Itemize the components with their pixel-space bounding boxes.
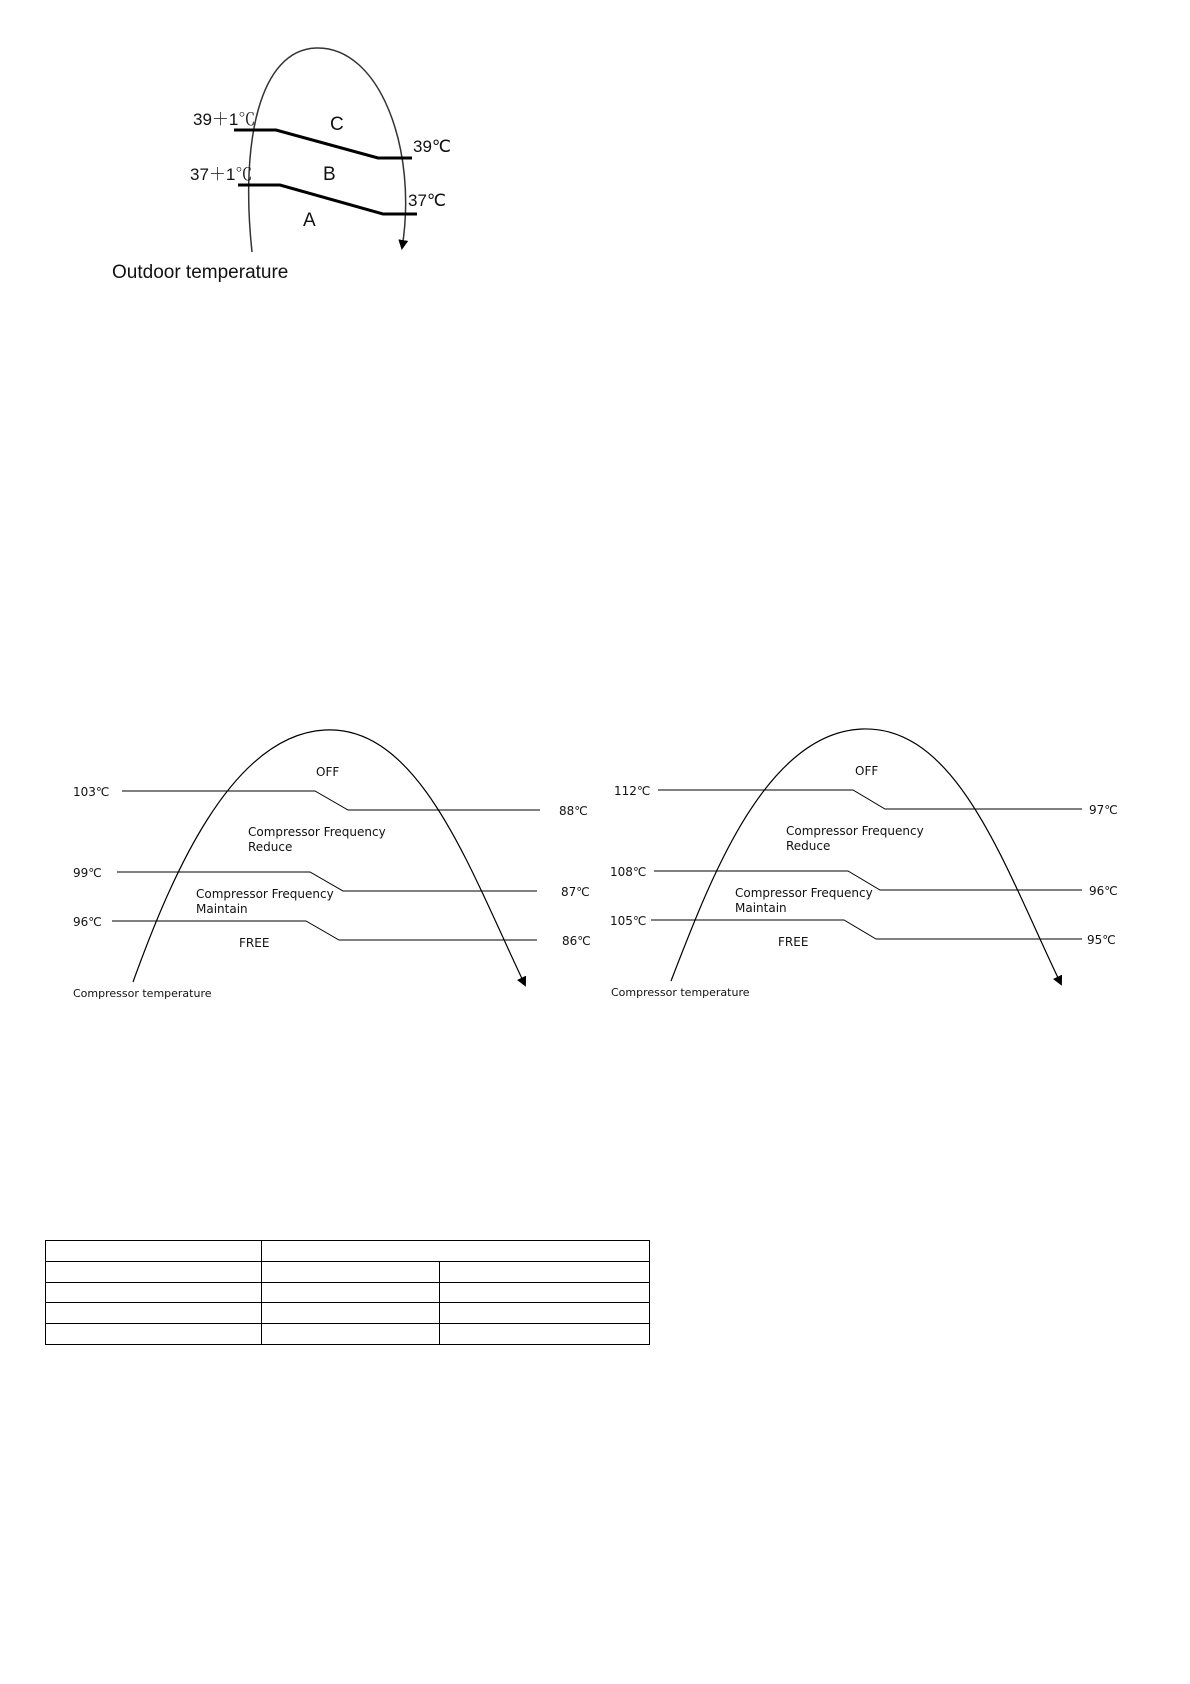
compressor-2-caption: Compressor temperature bbox=[611, 986, 750, 999]
compressor-1-right-label-reduce: 87℃ bbox=[561, 885, 590, 899]
compressor-1-zone-reduce-line1: Compressor Frequency bbox=[248, 825, 386, 839]
table-cell bbox=[46, 1261, 262, 1282]
table-cell bbox=[262, 1303, 440, 1324]
compressor-2-right-label-maintain: 95℃ bbox=[1087, 933, 1116, 947]
compressor-1-left-label-maintain: 96℃ bbox=[73, 915, 102, 929]
outdoor-diagram-caption: Outdoor temperature bbox=[112, 262, 289, 283]
compressor-2-zone-off: OFF bbox=[855, 764, 879, 778]
table-cell bbox=[46, 1282, 262, 1303]
outdoor-temperature-diagram bbox=[112, 48, 451, 283]
compressor-1-right-label-off: 88℃ bbox=[559, 804, 588, 818]
table-cell bbox=[46, 1303, 262, 1324]
compressor-2-left-label-reduce: 108℃ bbox=[610, 865, 647, 879]
compressor-1-left-label-reduce: 99℃ bbox=[73, 866, 102, 880]
compressor-2-zone-free: FREE bbox=[778, 935, 809, 949]
compressor-2-zone-maintain-line2: Maintain bbox=[735, 901, 787, 915]
compressor-2-zone-reduce-line2: Reduce bbox=[786, 839, 831, 853]
table-cell bbox=[440, 1303, 650, 1324]
compressor-1-left-label-off: 103℃ bbox=[73, 785, 110, 799]
outdoor-lower-right-label: 37℃ bbox=[408, 191, 447, 210]
table-cell bbox=[262, 1241, 650, 1262]
compressor-1-zone-free: FREE bbox=[239, 936, 270, 950]
table-row bbox=[46, 1261, 650, 1282]
compressor-1-zone-reduce-line2: Reduce bbox=[248, 840, 293, 854]
compressor-off-line-2 bbox=[658, 790, 1082, 809]
compressor-1-zone-off: OFF bbox=[316, 765, 340, 779]
outdoor-zone-c-label: C bbox=[330, 114, 344, 135]
compressor-maintain-line-1 bbox=[112, 921, 537, 940]
compressor-2-left-label-off: 112℃ bbox=[614, 784, 651, 798]
compressor-2-right-label-reduce: 96℃ bbox=[1089, 884, 1118, 898]
table-cell bbox=[440, 1324, 650, 1345]
outdoor-lower-left-label: 37＋1℃ bbox=[190, 165, 253, 184]
compressor-2-zone-maintain-line1: Compressor Frequency bbox=[735, 886, 873, 900]
table-row bbox=[46, 1324, 650, 1345]
table-row bbox=[46, 1303, 650, 1324]
table-row bbox=[46, 1282, 650, 1303]
table-cell bbox=[262, 1261, 440, 1282]
outdoor-temperature-curve bbox=[249, 48, 406, 252]
table-cell bbox=[440, 1282, 650, 1303]
compressor-1-zone-maintain-line2: Maintain bbox=[196, 902, 248, 916]
compressor-temperature-diagram-2 bbox=[610, 729, 1118, 999]
empty-data-table bbox=[45, 1240, 650, 1345]
outdoor-upper-threshold-line bbox=[234, 130, 412, 158]
compressor-2-left-label-maintain: 105℃ bbox=[610, 914, 647, 928]
table-cell bbox=[440, 1261, 650, 1282]
compressor-1-zone-maintain-line1: Compressor Frequency bbox=[196, 887, 334, 901]
outdoor-upper-left-label: 39＋1℃ bbox=[193, 110, 256, 129]
table-cell bbox=[46, 1241, 262, 1262]
outdoor-zone-a-label: A bbox=[303, 210, 316, 231]
table-cell bbox=[46, 1324, 262, 1345]
outdoor-upper-right-label: 39℃ bbox=[413, 137, 452, 156]
table-cell bbox=[262, 1282, 440, 1303]
compressor-maintain-line-2 bbox=[651, 920, 1082, 939]
compressor-2-right-label-off: 97℃ bbox=[1089, 803, 1118, 817]
table-row bbox=[46, 1241, 650, 1262]
compressor-off-line-1 bbox=[122, 791, 540, 810]
compressor-2-zone-reduce-line1: Compressor Frequency bbox=[786, 824, 924, 838]
compressor-1-caption: Compressor temperature bbox=[73, 987, 212, 1000]
table-cell bbox=[262, 1324, 440, 1345]
compressor-temperature-diagram-1 bbox=[73, 730, 591, 1000]
outdoor-zone-b-label: B bbox=[323, 164, 336, 185]
compressor-1-right-label-maintain: 86℃ bbox=[562, 934, 591, 948]
outdoor-lower-threshold-line bbox=[238, 185, 417, 214]
